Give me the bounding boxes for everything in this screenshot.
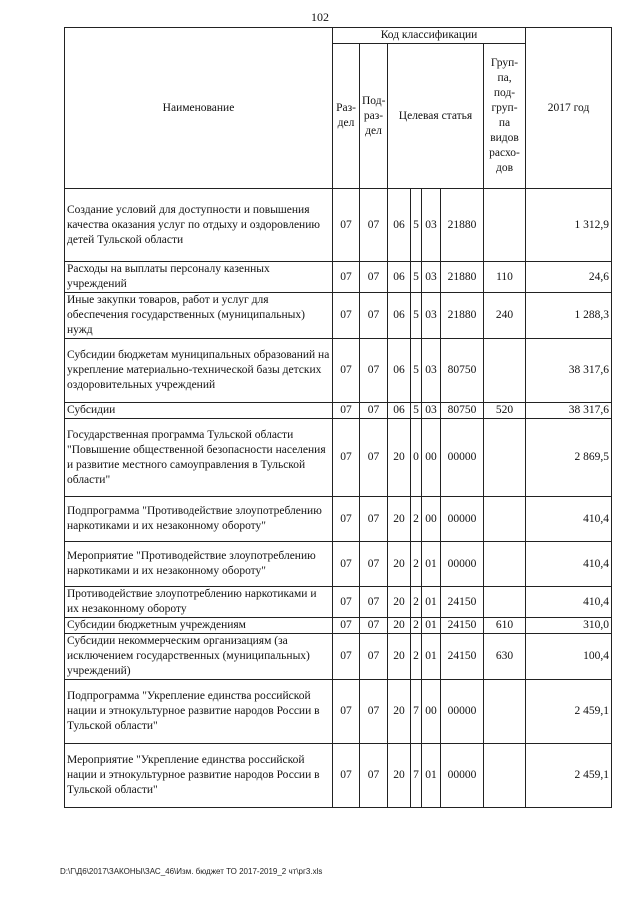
row-target-subprogram: 5 bbox=[411, 403, 422, 419]
header-code-group: Код классификации bbox=[333, 28, 526, 44]
row-target-subprogram: 5 bbox=[411, 189, 422, 262]
row-target-direction: 24150 bbox=[441, 587, 484, 618]
row-razdel: 07 bbox=[333, 634, 360, 680]
row-name: Противодействие злоупотреблению наркотиками и их незаконному обороту bbox=[65, 587, 333, 618]
row-name: Мероприятие "Противодействие злоупотреблению наркотиками и их незаконному обороту" bbox=[65, 542, 333, 587]
row-name: Субсидии некоммерческим организациям (за исключением государственных (муниципальных) учреждений) bbox=[65, 634, 333, 680]
row-amount: 410,4 bbox=[526, 542, 612, 587]
row-expense-type: 610 bbox=[484, 618, 526, 634]
row-target-event: 03 bbox=[422, 403, 441, 419]
row-podrazdel: 07 bbox=[360, 634, 388, 680]
row-target-direction: 00000 bbox=[441, 680, 484, 744]
row-expense-type bbox=[484, 189, 526, 262]
row-target-subprogram: 2 bbox=[411, 618, 422, 634]
table-row bbox=[65, 403, 612, 419]
row-amount: 2 459,1 bbox=[526, 680, 612, 744]
row-target-event: 01 bbox=[422, 542, 441, 587]
table-row bbox=[65, 744, 612, 808]
row-target-program: 06 bbox=[388, 293, 411, 339]
row-target-subprogram: 2 bbox=[411, 587, 422, 618]
header-year: 2017 год bbox=[526, 28, 612, 189]
row-name: Субсидии bbox=[65, 403, 333, 419]
row-target-direction: 24150 bbox=[441, 618, 484, 634]
row-podrazdel: 07 bbox=[360, 293, 388, 339]
table-row bbox=[65, 680, 612, 744]
row-name: Подпрограмма "Укрепление единства российской нации и этнокультурное развитие народов России в Тульской области" bbox=[65, 680, 333, 744]
row-name: Субсидии бюджетам муниципальных образований на укрепление материально-технической базы детских оздоровительных учреждений bbox=[65, 339, 333, 403]
row-target-subprogram: 2 bbox=[411, 542, 422, 587]
row-target-subprogram: 7 bbox=[411, 744, 422, 808]
row-target-event: 01 bbox=[422, 618, 441, 634]
table-row bbox=[65, 189, 612, 262]
row-target-program: 20 bbox=[388, 419, 411, 497]
row-razdel: 07 bbox=[333, 262, 360, 293]
row-target-program: 20 bbox=[388, 680, 411, 744]
row-name: Расходы на выплаты персоналу казенных учреждений bbox=[65, 262, 333, 293]
row-expense-type: 240 bbox=[484, 293, 526, 339]
row-target-event: 03 bbox=[422, 262, 441, 293]
row-podrazdel: 07 bbox=[360, 587, 388, 618]
row-expense-type: 520 bbox=[484, 403, 526, 419]
header-expense-type: Груп- па, под- груп- па видов расхо- дов bbox=[484, 44, 526, 189]
row-target-subprogram: 2 bbox=[411, 634, 422, 680]
row-name: Создание условий для доступности и повышения качества оказания услуг по отдыху и оздоровлению детей Тульской области bbox=[65, 189, 333, 262]
row-podrazdel: 07 bbox=[360, 339, 388, 403]
row-target-direction: 21880 bbox=[441, 262, 484, 293]
row-razdel: 07 bbox=[333, 542, 360, 587]
row-target-event: 01 bbox=[422, 587, 441, 618]
row-target-program: 20 bbox=[388, 744, 411, 808]
header-name: Наименование bbox=[65, 28, 333, 189]
row-target-direction: 21880 bbox=[441, 293, 484, 339]
row-podrazdel: 07 bbox=[360, 744, 388, 808]
row-name: Подпрограмма "Противодействие злоупотреблению наркотиками и их незаконному обороту" bbox=[65, 497, 333, 542]
row-podrazdel: 07 bbox=[360, 497, 388, 542]
row-target-event: 01 bbox=[422, 744, 441, 808]
row-razdel: 07 bbox=[333, 189, 360, 262]
header-target-article: Целевая статья bbox=[388, 44, 484, 189]
row-amount: 38 317,6 bbox=[526, 403, 612, 419]
row-target-program: 06 bbox=[388, 403, 411, 419]
row-target-direction: 24150 bbox=[441, 634, 484, 680]
row-amount: 410,4 bbox=[526, 587, 612, 618]
table-row bbox=[65, 419, 612, 497]
row-amount: 1 288,3 bbox=[526, 293, 612, 339]
row-target-direction: 80750 bbox=[441, 403, 484, 419]
row-target-direction: 00000 bbox=[441, 419, 484, 497]
row-expense-type bbox=[484, 497, 526, 542]
row-razdel: 07 bbox=[333, 587, 360, 618]
row-expense-type bbox=[484, 744, 526, 808]
table-row bbox=[65, 587, 612, 618]
row-podrazdel: 07 bbox=[360, 403, 388, 419]
row-podrazdel: 07 bbox=[360, 189, 388, 262]
row-expense-type: 630 bbox=[484, 634, 526, 680]
row-razdel: 07 bbox=[333, 293, 360, 339]
row-name: Мероприятие "Укрепление единства российской нации и этнокультурное развитие народов России в Тульской области" bbox=[65, 744, 333, 808]
row-target-subprogram: 5 bbox=[411, 262, 422, 293]
row-podrazdel: 07 bbox=[360, 680, 388, 744]
table-row bbox=[65, 293, 612, 339]
file-path-footer: D:\Г\Д6\2017\ЗАКОНЫ\ЗАС_46\Изм. бюджет ТО 2017-2019_2 чт\рг3.xls bbox=[60, 867, 323, 876]
row-target-direction: 21880 bbox=[441, 189, 484, 262]
table-row bbox=[65, 618, 612, 634]
row-razdel: 07 bbox=[333, 339, 360, 403]
row-podrazdel: 07 bbox=[360, 262, 388, 293]
table-row bbox=[65, 542, 612, 587]
row-target-event: 01 bbox=[422, 634, 441, 680]
row-target-subprogram: 7 bbox=[411, 680, 422, 744]
row-amount: 410,4 bbox=[526, 497, 612, 542]
row-expense-type: 110 bbox=[484, 262, 526, 293]
row-name: Иные закупки товаров, работ и услуг для обеспечения государственных (муниципальных) нужд bbox=[65, 293, 333, 339]
row-target-subprogram: 2 bbox=[411, 497, 422, 542]
budget-table bbox=[64, 27, 612, 808]
row-target-subprogram: 0 bbox=[411, 419, 422, 497]
row-target-program: 20 bbox=[388, 497, 411, 542]
row-razdel: 07 bbox=[333, 618, 360, 634]
row-podrazdel: 07 bbox=[360, 618, 388, 634]
row-amount: 100,4 bbox=[526, 634, 612, 680]
row-razdel: 07 bbox=[333, 419, 360, 497]
table-body bbox=[65, 189, 612, 808]
row-podrazdel: 07 bbox=[360, 542, 388, 587]
row-expense-type bbox=[484, 587, 526, 618]
row-amount: 1 312,9 bbox=[526, 189, 612, 262]
header-podrazdel: Под- раз- дел bbox=[360, 44, 388, 189]
row-target-event: 00 bbox=[422, 680, 441, 744]
row-target-program: 20 bbox=[388, 618, 411, 634]
row-razdel: 07 bbox=[333, 403, 360, 419]
row-target-subprogram: 5 bbox=[411, 339, 422, 403]
row-target-program: 06 bbox=[388, 189, 411, 262]
row-name: Субсидии бюджетным учреждениям bbox=[65, 618, 333, 634]
table-row bbox=[65, 339, 612, 403]
row-amount: 38 317,6 bbox=[526, 339, 612, 403]
row-expense-type bbox=[484, 542, 526, 587]
row-razdel: 07 bbox=[333, 680, 360, 744]
row-target-program: 20 bbox=[388, 542, 411, 587]
row-expense-type bbox=[484, 339, 526, 403]
row-target-event: 00 bbox=[422, 419, 441, 497]
row-name: Государственная программа Тульской области "Повышение общественной безопасности населения и развитие местного самоуправления в Тульской области" bbox=[65, 419, 333, 497]
row-target-direction: 80750 bbox=[441, 339, 484, 403]
page-number: 102 bbox=[311, 10, 329, 24]
row-amount: 24,6 bbox=[526, 262, 612, 293]
row-target-direction: 00000 bbox=[441, 497, 484, 542]
row-expense-type bbox=[484, 419, 526, 497]
row-amount: 310,0 bbox=[526, 618, 612, 634]
row-target-subprogram: 5 bbox=[411, 293, 422, 339]
row-amount: 2 869,5 bbox=[526, 419, 612, 497]
row-target-event: 03 bbox=[422, 293, 441, 339]
row-target-event: 03 bbox=[422, 189, 441, 262]
table-row bbox=[65, 634, 612, 680]
row-target-direction: 00000 bbox=[441, 744, 484, 808]
row-target-program: 20 bbox=[388, 634, 411, 680]
table-row bbox=[65, 262, 612, 293]
row-target-direction: 00000 bbox=[441, 542, 484, 587]
row-podrazdel: 07 bbox=[360, 419, 388, 497]
row-amount: 2 459,1 bbox=[526, 744, 612, 808]
header-razdel: Раз- дел bbox=[333, 44, 360, 189]
row-razdel: 07 bbox=[333, 744, 360, 808]
row-razdel: 07 bbox=[333, 497, 360, 542]
row-target-event: 03 bbox=[422, 339, 441, 403]
row-target-program: 20 bbox=[388, 587, 411, 618]
table-row bbox=[65, 497, 612, 542]
row-target-program: 06 bbox=[388, 262, 411, 293]
row-target-event: 00 bbox=[422, 497, 441, 542]
row-target-program: 06 bbox=[388, 339, 411, 403]
row-expense-type bbox=[484, 680, 526, 744]
